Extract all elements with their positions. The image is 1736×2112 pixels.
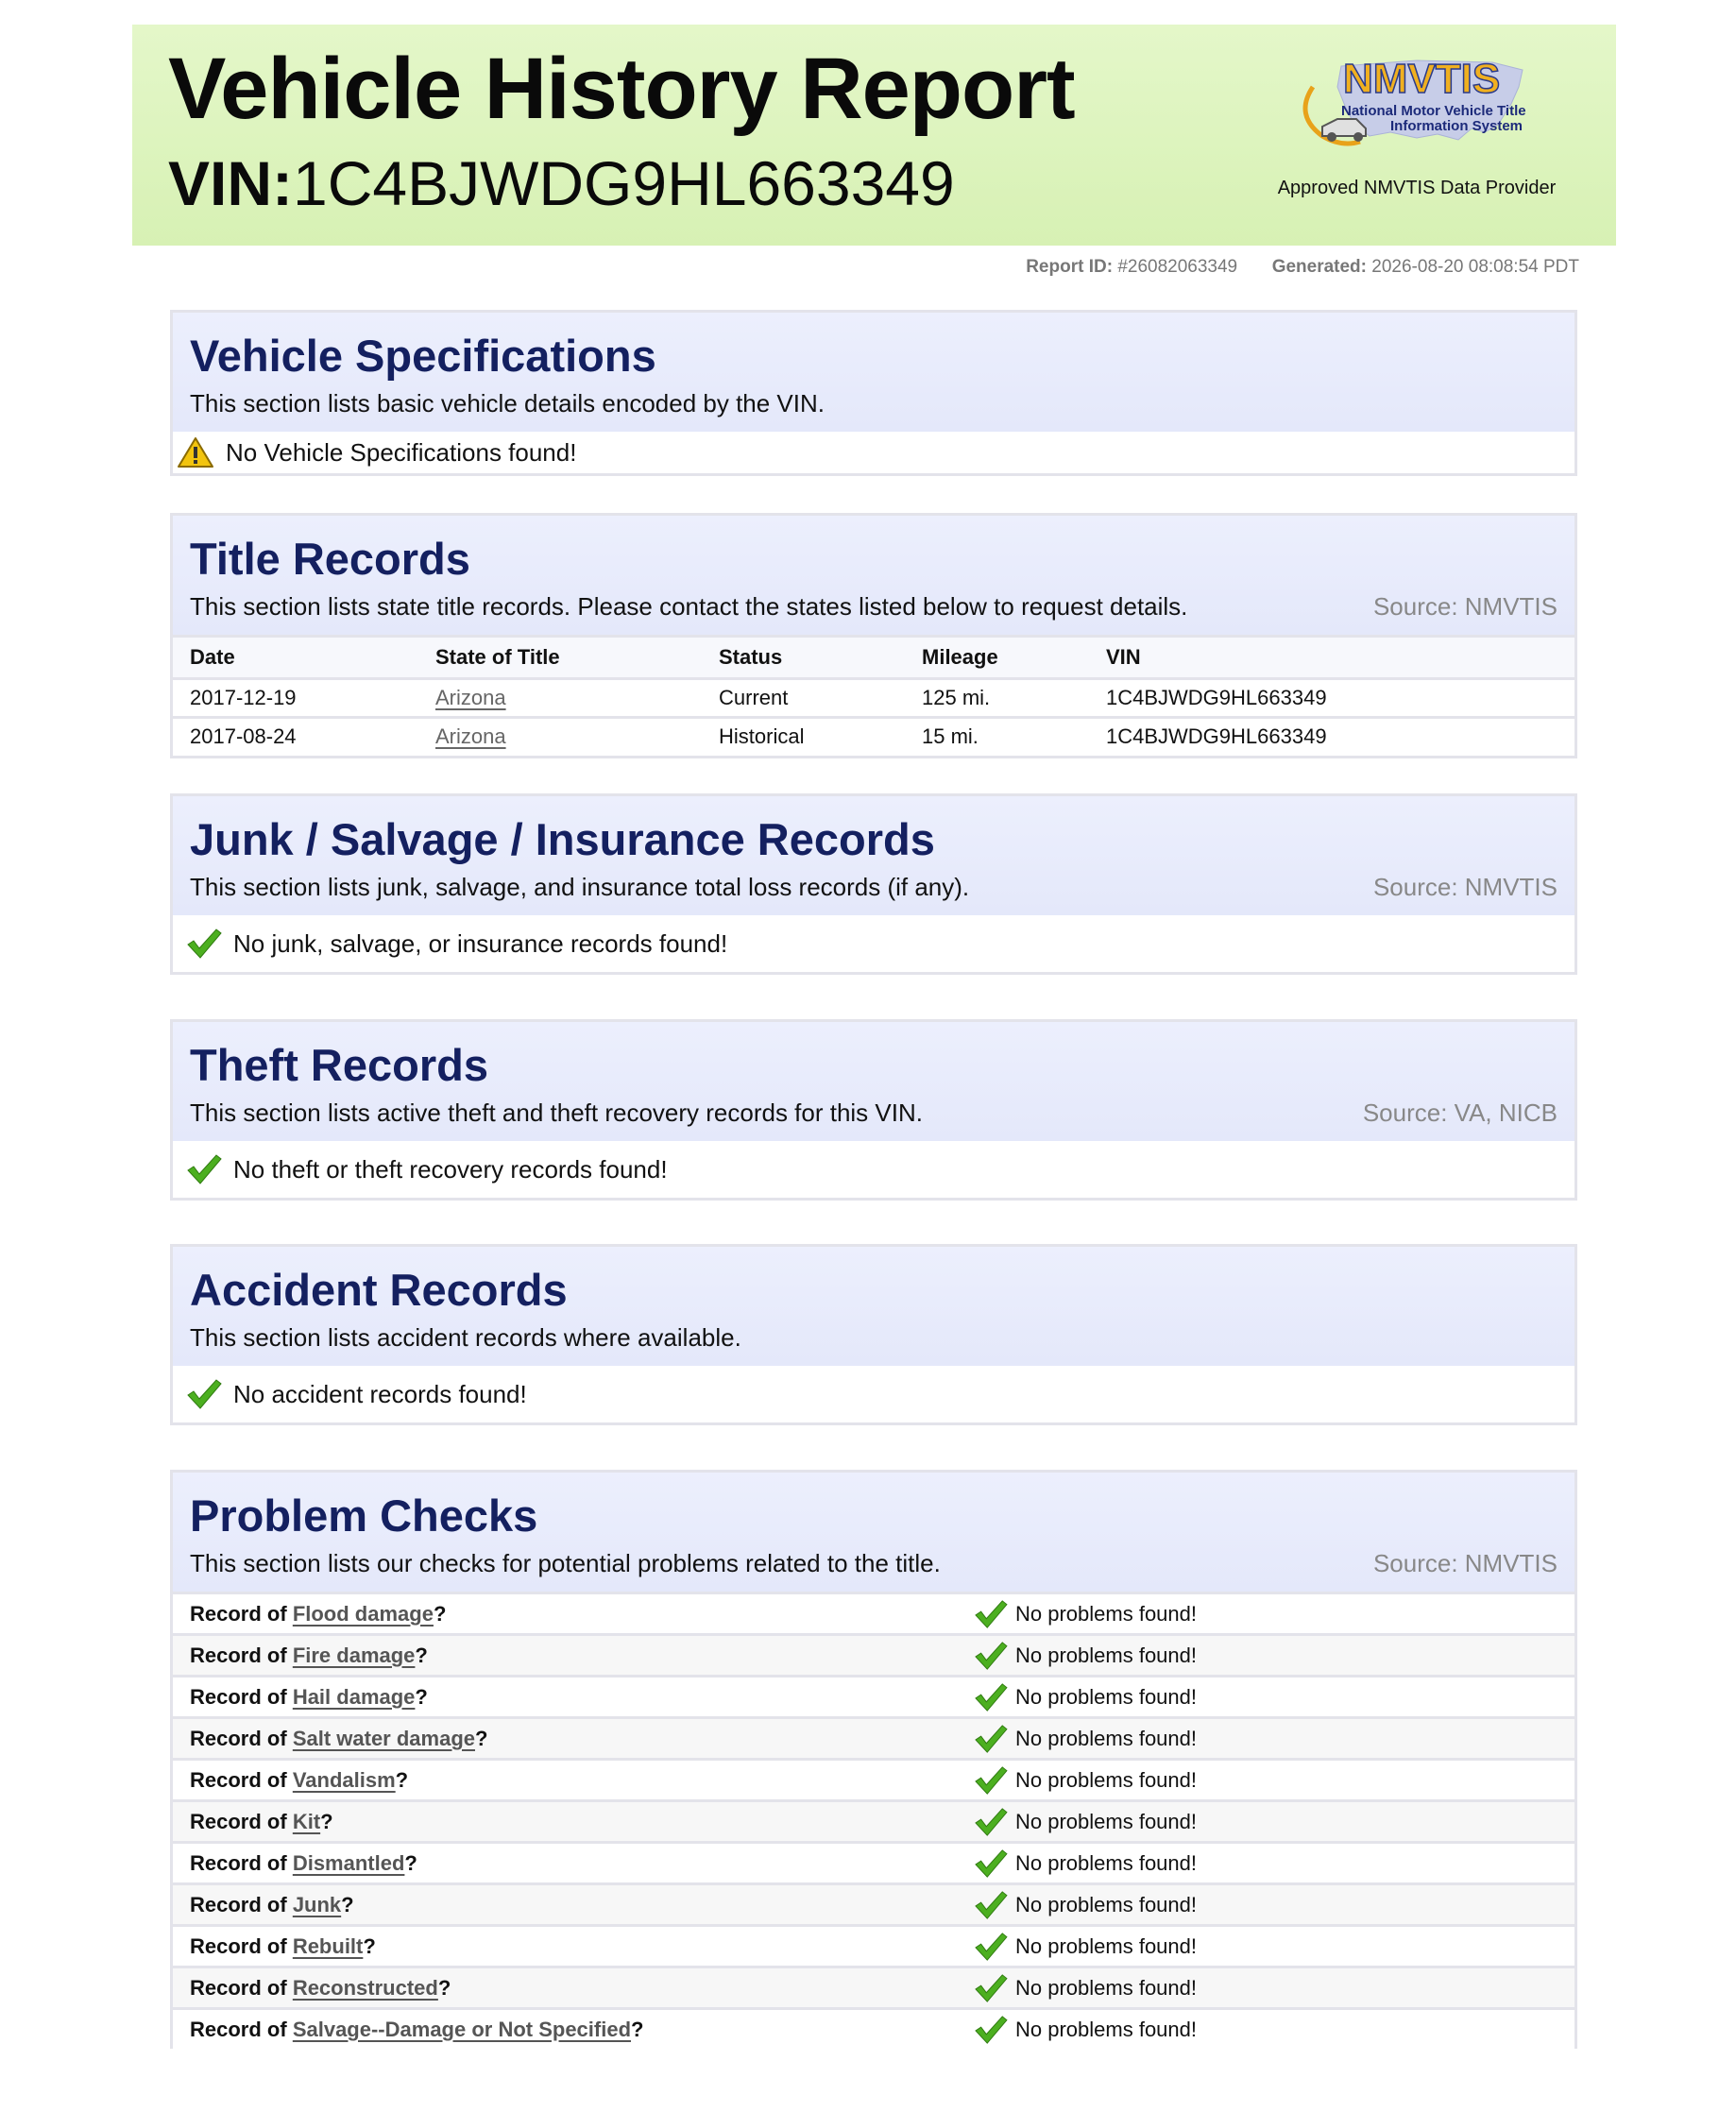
problem-link-rebuilt[interactable]: Rebuilt	[292, 1933, 364, 1958]
result-text: No problems found!	[1015, 1809, 1197, 1833]
section-description: This section lists active theft and theft recovery records for this VIN.	[190, 1099, 923, 1127]
section-header	[173, 313, 1574, 432]
record-of-label: Record of	[190, 1809, 287, 1833]
problem-link-flood-damage[interactable]: Flood damage	[292, 1601, 434, 1626]
section-description: This section lists basic vehicle details encoded by the VIN.	[190, 389, 825, 417]
section-title: Theft Records	[190, 1040, 488, 1090]
specs-notice	[173, 432, 1574, 473]
question-mark: ?	[631, 2017, 644, 2041]
problem-check-label	[173, 1851, 974, 1876]
logo-line1: National Motor Vehicle Title	[1341, 103, 1526, 119]
theft-notice	[173, 1141, 1574, 1198]
problem-check-label	[173, 1768, 974, 1793]
column-header-vin: VIN	[1089, 637, 1574, 679]
problem-link-hail-damage[interactable]: Hail damage	[292, 1684, 416, 1709]
report-id-label: Report ID:	[1026, 257, 1114, 277]
problem-check-label	[173, 1727, 974, 1751]
question-mark: ?	[320, 1809, 333, 1833]
problem-check-row-junk	[173, 1882, 1574, 1924]
checkmark-icon	[186, 928, 222, 960]
generated-value: 2026-08-20 08:08:54 PDT	[1371, 257, 1579, 277]
record-of-label: Record of	[190, 1767, 287, 1792]
problem-check-row-reconstructed	[173, 1966, 1574, 2007]
problem-check-result	[974, 1765, 1197, 1796]
nmvtis-logo	[1275, 49, 1577, 153]
problem-checks-list	[173, 1592, 1574, 2049]
cell-state	[418, 718, 702, 756]
warning-icon	[177, 436, 214, 468]
checkmark-icon	[974, 1932, 1008, 1962]
accident-notice	[173, 1366, 1574, 1422]
notice-text: No Vehicle Specifications found!	[226, 438, 577, 467]
vin-heading	[168, 147, 955, 219]
section-source: Source: NMVTIS	[1372, 1549, 1557, 1577]
vin-label: VIN:	[168, 148, 293, 218]
section-header	[173, 1022, 1574, 1141]
problem-check-result	[974, 1848, 1197, 1879]
checkmark-icon	[974, 1641, 1008, 1671]
result-text: No problems found!	[1015, 1726, 1197, 1750]
problem-check-result	[974, 1890, 1197, 1920]
record-of-label: Record of	[190, 1975, 287, 2000]
result-text: No problems found!	[1015, 1933, 1197, 1958]
checkmark-icon	[974, 1682, 1008, 1712]
record-of-label: Record of	[190, 1684, 287, 1709]
cell-vin: 1C4BJWDG9HL663349	[1089, 679, 1574, 718]
column-header-date: Date	[173, 637, 418, 679]
logo-line2: Information System	[1390, 118, 1523, 134]
problem-check-row-kit	[173, 1799, 1574, 1841]
problem-check-row-rebuilt	[173, 1924, 1574, 1966]
provider-text: Approved NMVTIS Data Provider	[1277, 178, 1557, 198]
cell-state	[418, 679, 702, 718]
problem-check-result	[974, 1682, 1197, 1712]
state-link-arizona[interactable]: Arizona	[435, 686, 506, 709]
problem-check-label	[173, 1893, 974, 1917]
problem-check-result	[974, 1932, 1197, 1962]
section-title-records	[170, 513, 1577, 758]
cell-date: 2017-12-19	[173, 679, 418, 718]
problem-link-junk[interactable]: Junk	[292, 1892, 342, 1916]
problem-check-row-fire-damage	[173, 1633, 1574, 1675]
record-of-label: Record of	[190, 1601, 287, 1626]
record-of-label: Record of	[190, 1933, 287, 1958]
page-title: Vehicle History Report	[168, 41, 1075, 137]
problem-check-row-dismantled	[173, 1841, 1574, 1882]
table-row	[173, 679, 1574, 718]
result-text: No problems found!	[1015, 1975, 1197, 2000]
section-title: Junk / Salvage / Insurance Records	[190, 814, 935, 864]
checkmark-icon	[974, 1890, 1008, 1920]
section-junk-salvage-insurance	[170, 793, 1577, 975]
question-mark: ?	[437, 1975, 451, 2000]
section-header	[173, 796, 1574, 915]
result-text: No problems found!	[1015, 1601, 1197, 1626]
checkmark-icon	[186, 1153, 222, 1185]
vin-value: 1C4BJWDG9HL663349	[293, 148, 955, 218]
problem-check-result	[974, 2015, 1197, 2045]
result-text: No problems found!	[1015, 2017, 1197, 2041]
cell-date: 2017-08-24	[190, 724, 297, 749]
section-description: This section lists our checks for potential problems related to the title.	[190, 1549, 941, 1577]
cell-status: Current	[702, 679, 905, 718]
problem-link-salt-water-damage[interactable]: Salt water damage	[292, 1726, 475, 1750]
problem-check-label	[173, 1602, 974, 1627]
column-header-state: State of Title	[418, 637, 702, 679]
record-of-label: Record of	[190, 1850, 287, 1875]
notice-text: No junk, salvage, or insurance records found!	[233, 929, 728, 958]
record-of-label: Record of	[190, 1892, 287, 1916]
checkmark-icon	[974, 1807, 1008, 1837]
record-of-label: Record of	[190, 1643, 287, 1667]
checkmark-icon	[186, 1378, 222, 1410]
cell-mileage: 125 mi.	[905, 679, 1089, 718]
junk-notice	[173, 915, 1574, 972]
problem-link-vandalism[interactable]: Vandalism	[292, 1767, 396, 1792]
checkmark-icon	[974, 2015, 1008, 2045]
section-title: Accident Records	[190, 1265, 568, 1315]
problem-link-fire-damage[interactable]: Fire damage	[292, 1643, 416, 1667]
section-description: This section lists junk, salvage, and insurance total loss records (if any).	[190, 873, 970, 901]
result-text: No problems found!	[1015, 1892, 1197, 1916]
problem-check-label	[173, 1934, 974, 1959]
nmvtis-logo-graphic	[1275, 49, 1577, 153]
generated-label: Generated:	[1271, 257, 1367, 277]
problem-check-result	[974, 1641, 1197, 1671]
report-meta	[1026, 257, 1579, 278]
problem-check-row-flood-damage	[173, 1592, 1574, 1633]
problem-check-label	[173, 1976, 974, 2001]
cell-status: Historical	[719, 724, 805, 749]
problem-check-row-salt-water-damage	[173, 1716, 1574, 1758]
checkmark-icon	[974, 1765, 1008, 1796]
question-mark: ?	[395, 1767, 409, 1792]
problem-link-kit[interactable]: Kit	[292, 1809, 321, 1833]
table-header-row	[173, 637, 1574, 679]
problem-check-result	[974, 1724, 1197, 1754]
checkmark-icon	[974, 1973, 1008, 2003]
result-text: No problems found!	[1015, 1643, 1197, 1667]
problem-check-row-salvage-damage-or-not-specified	[173, 2007, 1574, 2049]
section-source: Source: VA, NICB	[1362, 1099, 1557, 1127]
result-text: No problems found!	[1015, 1850, 1197, 1875]
section-header	[173, 1473, 1574, 1592]
section-accident-records	[170, 1244, 1577, 1425]
problem-check-row-hail-damage	[173, 1675, 1574, 1716]
checkmark-icon	[974, 1848, 1008, 1879]
section-title: Title Records	[190, 534, 470, 584]
section-problem-checks	[170, 1470, 1577, 2049]
question-mark: ?	[475, 1726, 488, 1750]
problem-link-salvage-damage-or-not-specified[interactable]: Salvage--Damage or Not Specified	[292, 2017, 632, 2041]
cell-vin: 1C4BJWDG9HL663349	[1106, 724, 1327, 749]
section-source: Source: NMVTIS	[1372, 592, 1557, 621]
problem-link-reconstructed[interactable]: Reconstructed	[292, 1975, 438, 2000]
question-mark: ?	[415, 1684, 428, 1709]
section-title: Problem Checks	[190, 1490, 538, 1541]
table-row	[173, 718, 1574, 756]
report-id-value: #26082063349	[1117, 257, 1238, 277]
result-text: No problems found!	[1015, 1684, 1197, 1709]
problem-check-label	[173, 2018, 974, 2042]
section-vehicle-specifications	[170, 310, 1577, 476]
section-title: Vehicle Specifications	[190, 331, 656, 381]
question-mark: ?	[404, 1850, 417, 1875]
checkmark-icon	[974, 1724, 1008, 1754]
notice-text: No accident records found!	[233, 1380, 527, 1408]
column-header-mileage: Mileage	[905, 637, 1089, 679]
cell-mileage: 15 mi.	[922, 724, 979, 749]
section-header	[173, 1247, 1574, 1366]
report-header	[132, 25, 1616, 246]
question-mark: ?	[363, 1933, 376, 1958]
question-mark: ?	[433, 1601, 447, 1626]
question-mark: ?	[415, 1643, 428, 1667]
question-mark: ?	[341, 1892, 354, 1916]
problem-check-label	[173, 1685, 974, 1710]
section-header	[173, 516, 1574, 635]
problem-check-result	[974, 1807, 1197, 1837]
record-of-label: Record of	[190, 1726, 287, 1750]
checkmark-icon	[974, 1599, 1008, 1629]
notice-text: No theft or theft recovery records found!	[233, 1155, 668, 1184]
problem-check-label	[173, 1644, 974, 1668]
section-source: Source: NMVTIS	[1372, 873, 1557, 901]
state-link-arizona[interactable]: Arizona	[435, 724, 506, 749]
problem-check-row-vandalism	[173, 1758, 1574, 1799]
column-header-status: Status	[702, 637, 905, 679]
problem-check-result	[974, 1599, 1197, 1629]
record-of-label: Record of	[190, 2017, 287, 2041]
title-records-table	[173, 635, 1574, 756]
section-description: This section lists state title records. Please contact the states listed below to request details.	[190, 592, 1188, 621]
section-theft-records	[170, 1019, 1577, 1201]
problem-check-label	[173, 1810, 974, 1834]
problem-link-dismantled[interactable]: Dismantled	[292, 1850, 405, 1875]
problem-check-result	[974, 1973, 1197, 2003]
section-description: This section lists accident records where available.	[190, 1323, 741, 1352]
logo-name: NMVTIS	[1343, 56, 1501, 102]
result-text: No problems found!	[1015, 1767, 1197, 1792]
